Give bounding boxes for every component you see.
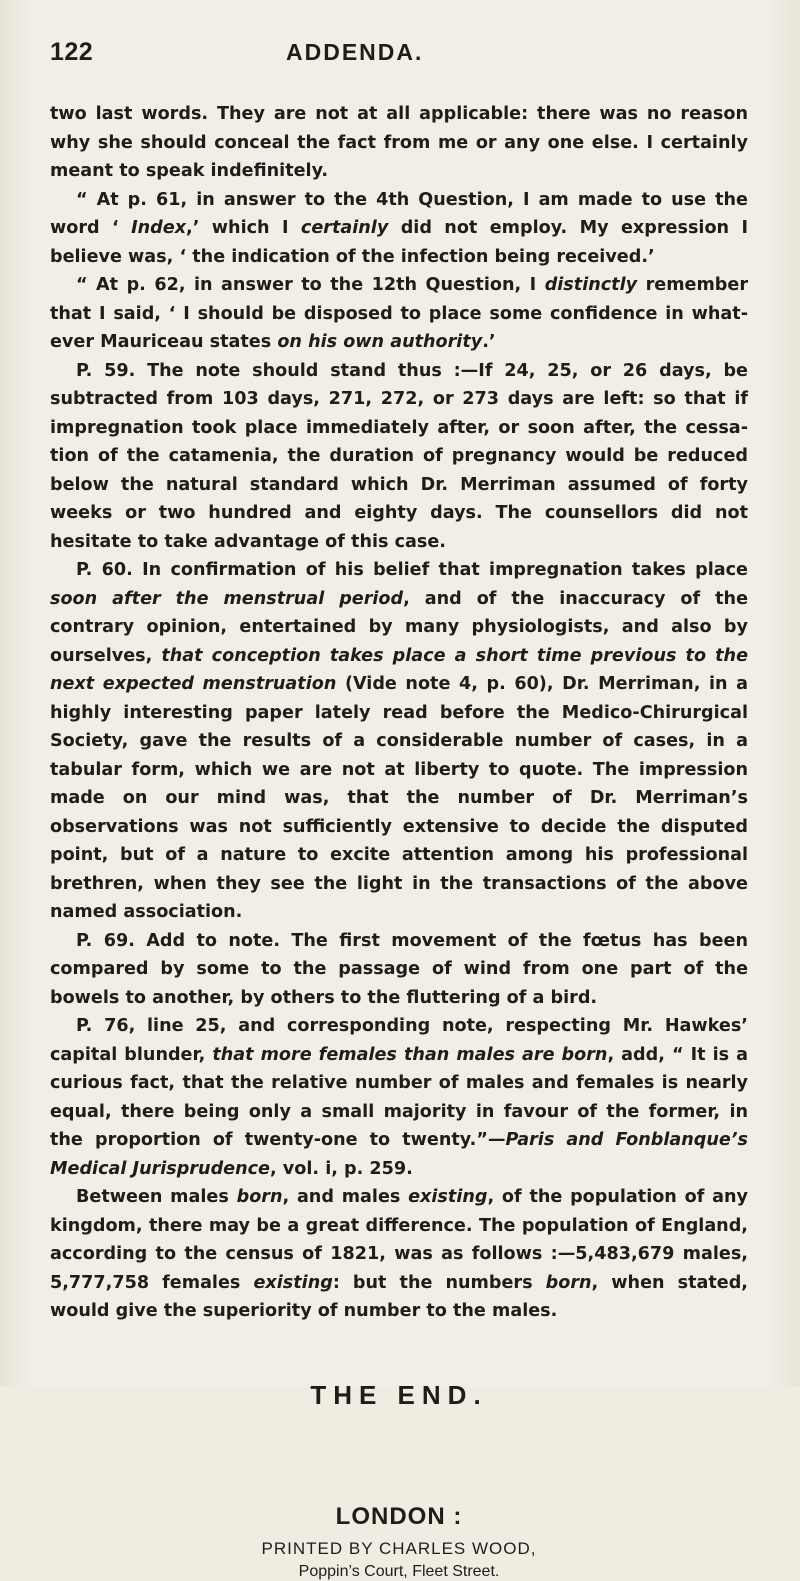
text-run: , of the population of any kingdom, there may be a great difference. The population of England, according to the census of 1821, was as follows :—5,483,679 males, 5,777,758 females xyxy=(50,1187,748,1293)
text-run: P. 59. The note should stand thus :—If 24, 25, or 26 days, be subtracted from 103 days, 271, 272, or 273 days are left: so that if impregnation took place immediately after, or soon after, the cessation of the catamenia, the duration of pregnancy would be reduced below the natural standard which Dr. Merriman assumed of forty weeks or two hundred and eighty days. The counsellors did not hesitate to take advantage of this case. xyxy=(50,360,748,552)
text-run: , and males xyxy=(282,1187,409,1207)
paragraph xyxy=(50,271,748,357)
paragraph xyxy=(50,927,748,1013)
italic-text: Index xyxy=(131,218,187,238)
text-run: P. 76, line 25, and corresponding note, respecting Mr. Hawkes’ capital blunder, xyxy=(50,1016,748,1065)
text-run: remember that I said, ‘ I should be disposed to place some confidence in whatever Mauriceau states xyxy=(50,275,748,352)
running-title: ADDENDA. xyxy=(286,39,424,65)
body-text xyxy=(50,100,748,1326)
italic-text: distinctly xyxy=(544,275,638,295)
text-run: “ At p. 62, in answer to the 12th Question, I xyxy=(76,275,545,295)
italic-text: Paris and Fonblanque’s Medical Jurisprudence xyxy=(50,1130,749,1179)
italic-text: that conception takes place a short time previous to the next expected menstruation xyxy=(50,645,748,694)
text-run: , when stated, would give the superiority of number to the males. xyxy=(50,1272,748,1321)
italic-text: that more females than males are born xyxy=(212,1044,608,1065)
italic-text: born xyxy=(545,1272,592,1293)
text-run: P. 69. Add to note. The first movement of the fœtus has been compared by some to the passage of wind from one part of the bowels to another, by others to the fluttering of a bird. xyxy=(50,930,748,1008)
text-run: P. 60. In confirmation of his belief that impregnation takes place xyxy=(76,560,748,580)
text-run: .’ xyxy=(482,332,496,352)
running-head xyxy=(50,38,748,78)
imprint-printer: PRINTED BY CHARLES WOOD, xyxy=(261,1538,537,1558)
paragraph xyxy=(50,1183,748,1326)
paragraph xyxy=(50,186,748,272)
italic-text: existing xyxy=(408,1187,488,1207)
text-run: ,’ which I xyxy=(186,218,301,238)
text-run: Between males xyxy=(76,1187,237,1207)
italic-text: on his own authority xyxy=(277,332,483,352)
text-run: : but the numbers xyxy=(332,1272,546,1293)
text-run: , add, “ It is a curious fact, that the relative number of males and females is nearly equal, there being only a small majority in favour of the former, in the proportion of twenty-one to twenty.”— xyxy=(50,1044,749,1150)
the-end-heading: THE END. xyxy=(310,1379,488,1410)
page-number: 122 xyxy=(50,38,94,66)
text-run: “ At p. 61, in answer to the 4th Question, I am made to use the word ‘ xyxy=(50,189,748,238)
text-run: did not employ. My expression I believe was, ‘ the indication of the infection being received.’ xyxy=(50,218,748,267)
paragraph xyxy=(50,357,748,557)
imprint-address: Poppin’s Court, Fleet Street. xyxy=(298,1562,500,1580)
text-run: , vol. i, p. 259. xyxy=(269,1158,413,1179)
italic-text: born xyxy=(236,1187,283,1207)
imprint-city: LONDON : xyxy=(335,1502,463,1530)
text-run: two last words. They are not at all applicable: there was no reason why she should conceal the fact from me or any one else. I certainly meant to speak indefinitely. xyxy=(50,104,748,181)
text-run: , and of the inaccuracy of the contrary opinion, entertained by many physiologists, and also by ourselves, xyxy=(50,588,749,666)
italic-text: soon after the menstrual period xyxy=(50,588,404,609)
paragraph xyxy=(50,556,748,927)
printer-imprint xyxy=(50,1503,748,1581)
italic-text: certainly xyxy=(300,218,389,238)
text-run: (Vide note 4, p. 60), Dr. Merriman, in a highly interesting paper lately read before the Medico-Chirurgical Society, gave the results of a considerable number of cases, in a tabular form, which we are not at liberty to quote. The impression made on our mind was, that the number of Dr. Merriman’s observations was not sufficiently extensive to decide the disputed point, but of a nature to excite attention among his professional brethren, when they see the light in the transactions of the above named association. xyxy=(50,674,748,922)
paragraph xyxy=(50,100,748,186)
paragraph xyxy=(50,1012,748,1183)
italic-text: existing xyxy=(253,1272,333,1293)
